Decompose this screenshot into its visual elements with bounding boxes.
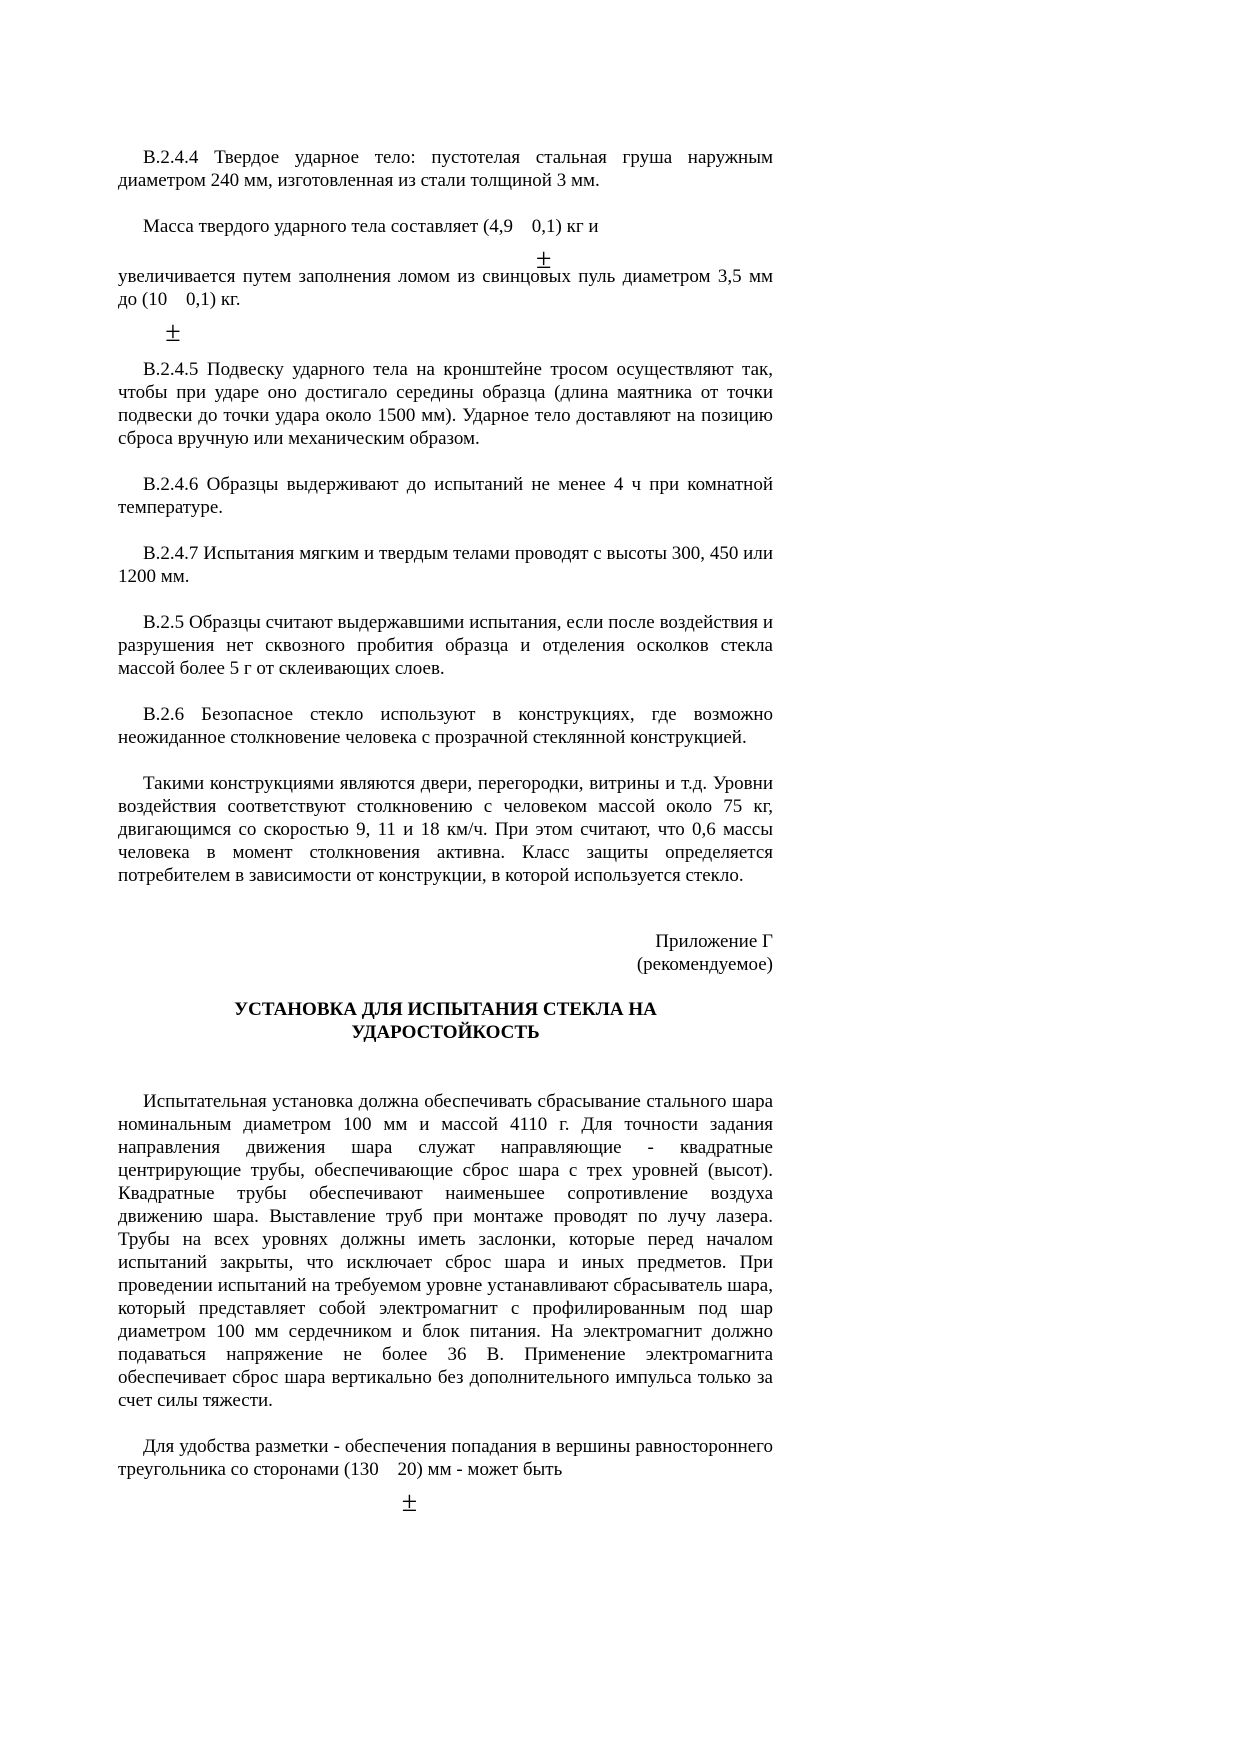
mass-fill-end: 0,1) кг. [186,289,241,310]
paragraph-test-setup: Испытательная установка должна обеспечивать сбрасывание стального шара номинальным диаметром 100 мм и массой 4110 г. Для точности задания направления движения шара служат направляющие - квадратные центрирующие трубы, обеспечивающие сброс шара с трех уровней (высот). Квадратные трубы обеспечивают наименьшее сопротивление воздуха движению шара. Выставление труб при монтаже проводят по лучу лазера. Трубы на всех уровнях должны иметь заслонки, которые перед началом испытаний закрыты, что исключает сброс шара и иных предметов. При проведении испытаний на требуемом уровне устанавливают сбрасыватель шара, который представляет собой электромагнит с профилированным под шар диаметром 100 мм сердечником и блок питания. На электромагнит должно подаваться напряжение не более 36 В. Применение электромагнита обеспечивает сброс шара вертикально без дополнительного импульса только за счет силы тяжести. [118,1091,773,1411]
paragraph-mass: Масса твердого ударного тела составляет (4,9 ± 0,1) кг и [143,216,599,275]
paragraph-marking: Для удобства разметки - обеспечения попадания в вершины равностороннего треугольника со сторонами (130 ± 20) мм - может быть [118,1436,773,1518]
appendix-label: Приложение Г [655,931,773,952]
document-page [118,146,773,1518]
paragraph-b244: В.2.4.4 Твердое ударное тело: пустотелая стальная груша наружным диаметром 240 мм, изготовленная из стали толщиной 3 мм. [118,147,773,191]
paragraph-mass-continued: увеличивается путем заполнения ломом из свинцовых пуль диаметром 3,5 мм до (10 ± 0,1) кг. [118,266,773,348]
marking-text-end: 20) мм - может быть [397,1459,563,1480]
marking-text-start: Для удобства разметки - обеспечения попадания в вершины равностороннего треугольника со сторонами (130 [118,1436,773,1480]
paragraph-b247: В.2.4.7 Испытания мягким и твердым телами проводят с высоты 300, 450 или 1200 мм. [118,543,773,587]
mass-fill-text: увеличивается путем заполнения ломом из свинцовых пуль диаметром 3,5 мм до (10 [118,266,773,310]
section-title-line-1: УСТАНОВКА ДЛЯ ИСПЫТАНИЯ СТЕКЛА НА [234,999,657,1020]
mass-text-end: 0,1) кг и [531,216,599,237]
section-title-line-2: УДАРОСТОЙКОСТЬ [351,1022,540,1043]
paragraph-b25: В.2.5 Образцы считают выдержавшими испытания, если после воздействия и разрушения нет сквозного пробития образца и отделения осколков стекла массой более 5 г от склеивающих слоев. [118,612,773,679]
mass-text-start: Масса твердого ударного тела составляет (4,9 [143,216,514,237]
section-title [118,998,773,1044]
appendix-status: (рекомендуемое) [636,954,773,975]
paragraph-b245: В.2.4.5 Подвеску ударного тела на кронштейне тросом осуществляют так, чтобы при ударе оно достигало середины образца (длина маятника от точки подвески до точки удара около 1500 мм). Ударное тело доставляют на позицию сброса вручную или механическим образом. [118,359,773,449]
paragraph-b26: В.2.6 Безопасное стекло используют в конструкциях, где возможно неожиданное столкновение человека с прозрачной стеклянной конструкцией. [118,704,773,748]
paragraph-b246: В.2.4.6 Образцы выдерживают до испытаний не менее 4 ч при комнатной температуре. [118,474,773,518]
paragraph-constructions: Такими конструкциями являются двери, перегородки, витрины и т.д. Уровни воздействия соответствуют столкновению с человеком массой около 75 кг, двигающимся со скоростью 9, 11 и 18 км/ч. При этом считают, что 0,6 массы человека в момент столкновения активна. Класс защиты определяется потребителем в зависимости от конструкции, в которой используется стекло. [118,773,773,886]
